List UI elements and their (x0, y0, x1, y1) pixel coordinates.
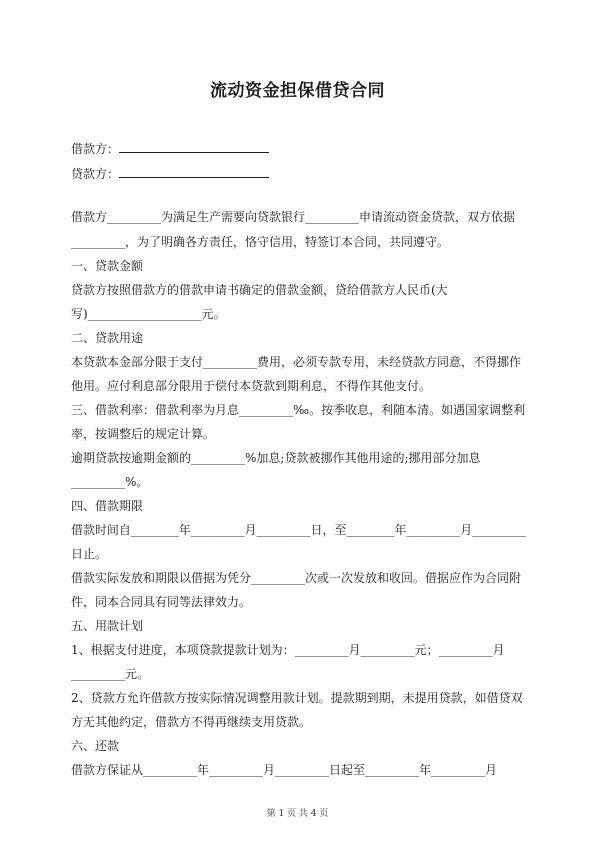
body-line: _________%。 (71, 475, 149, 489)
body-line: 他用。应付利息部分限用于偿付本贷款到期利息，不得作其他支付。 (71, 379, 432, 393)
lender-label: 贷款方： (71, 167, 120, 181)
section-heading: 六、还款 (71, 739, 120, 753)
body-line: 1、根据支付进度，本项贷款提款计划为：_________月_________元；_________月 (71, 643, 505, 657)
body-line: 件，同本合同具有同等法律效力。 (71, 595, 252, 609)
section-heading: 四、借款期限 (71, 499, 144, 513)
body-line: 率，按调整后的规定计算。 (71, 427, 216, 441)
body-line: 方无其他约定，借款方不得再继续支用贷款。 (71, 715, 312, 729)
body-line: _________元。 (71, 667, 150, 681)
borrower-field (71, 141, 269, 157)
borrower-label: 借款方： (71, 142, 120, 156)
lender-blank (119, 166, 269, 178)
body-line: 贷款方按照借款方的借款申请书确定的借款金额，贷给借款方人民币(大 (71, 283, 448, 297)
body-line: 2、贷款方允许借款方按实际情况调整用款计划。提款期到期，未提用贷款，如借贷双 (71, 691, 523, 705)
body-line: _________，为了明确各方责任，恪守信用，特签订本合同，共同遵守。 (71, 235, 450, 249)
section-heading: 五、用款计划 (71, 619, 144, 633)
section-heading: 二、贷款用途 (71, 331, 144, 345)
body-line: 日止。 (71, 547, 108, 561)
body-line: 本贷款本金部分限于支付_________费用，必须专款专用，未经贷款方同意，不得挪作 (71, 355, 522, 369)
lender-field (71, 166, 269, 182)
body-line: 借款方保证从_________年_________月_________日起至_________年_________月 (71, 763, 498, 777)
document-title: 流动资金担保借贷合同 (210, 81, 385, 101)
page-number: 第 1 页 共 4 页 (266, 809, 329, 819)
section-heading: 一、贷款金额 (71, 259, 144, 273)
body-line: 借款方_________为满足生产需要向贷款银行_________申请流动资金贷款，双方依据 (71, 210, 516, 224)
borrower-blank (119, 141, 269, 153)
body-line: 写)___________________元。 (71, 307, 226, 321)
body-line: 借款时间自________年_________月_________日，至________年_________月_________ (71, 523, 527, 537)
body-line: 逾期贷款按逾期金额的_________%加息;贷款被挪作其他用途的;挪用部分加息 (71, 451, 481, 465)
body-line: 三、借款利率：借款利率为月息_________‰。按季收息，利随本清。如遇国家调整利 (71, 403, 526, 417)
body-line: 借款实际发放和期限以借据为凭分_________次或一次发放和收回。借据应作为合同附 (71, 571, 522, 585)
